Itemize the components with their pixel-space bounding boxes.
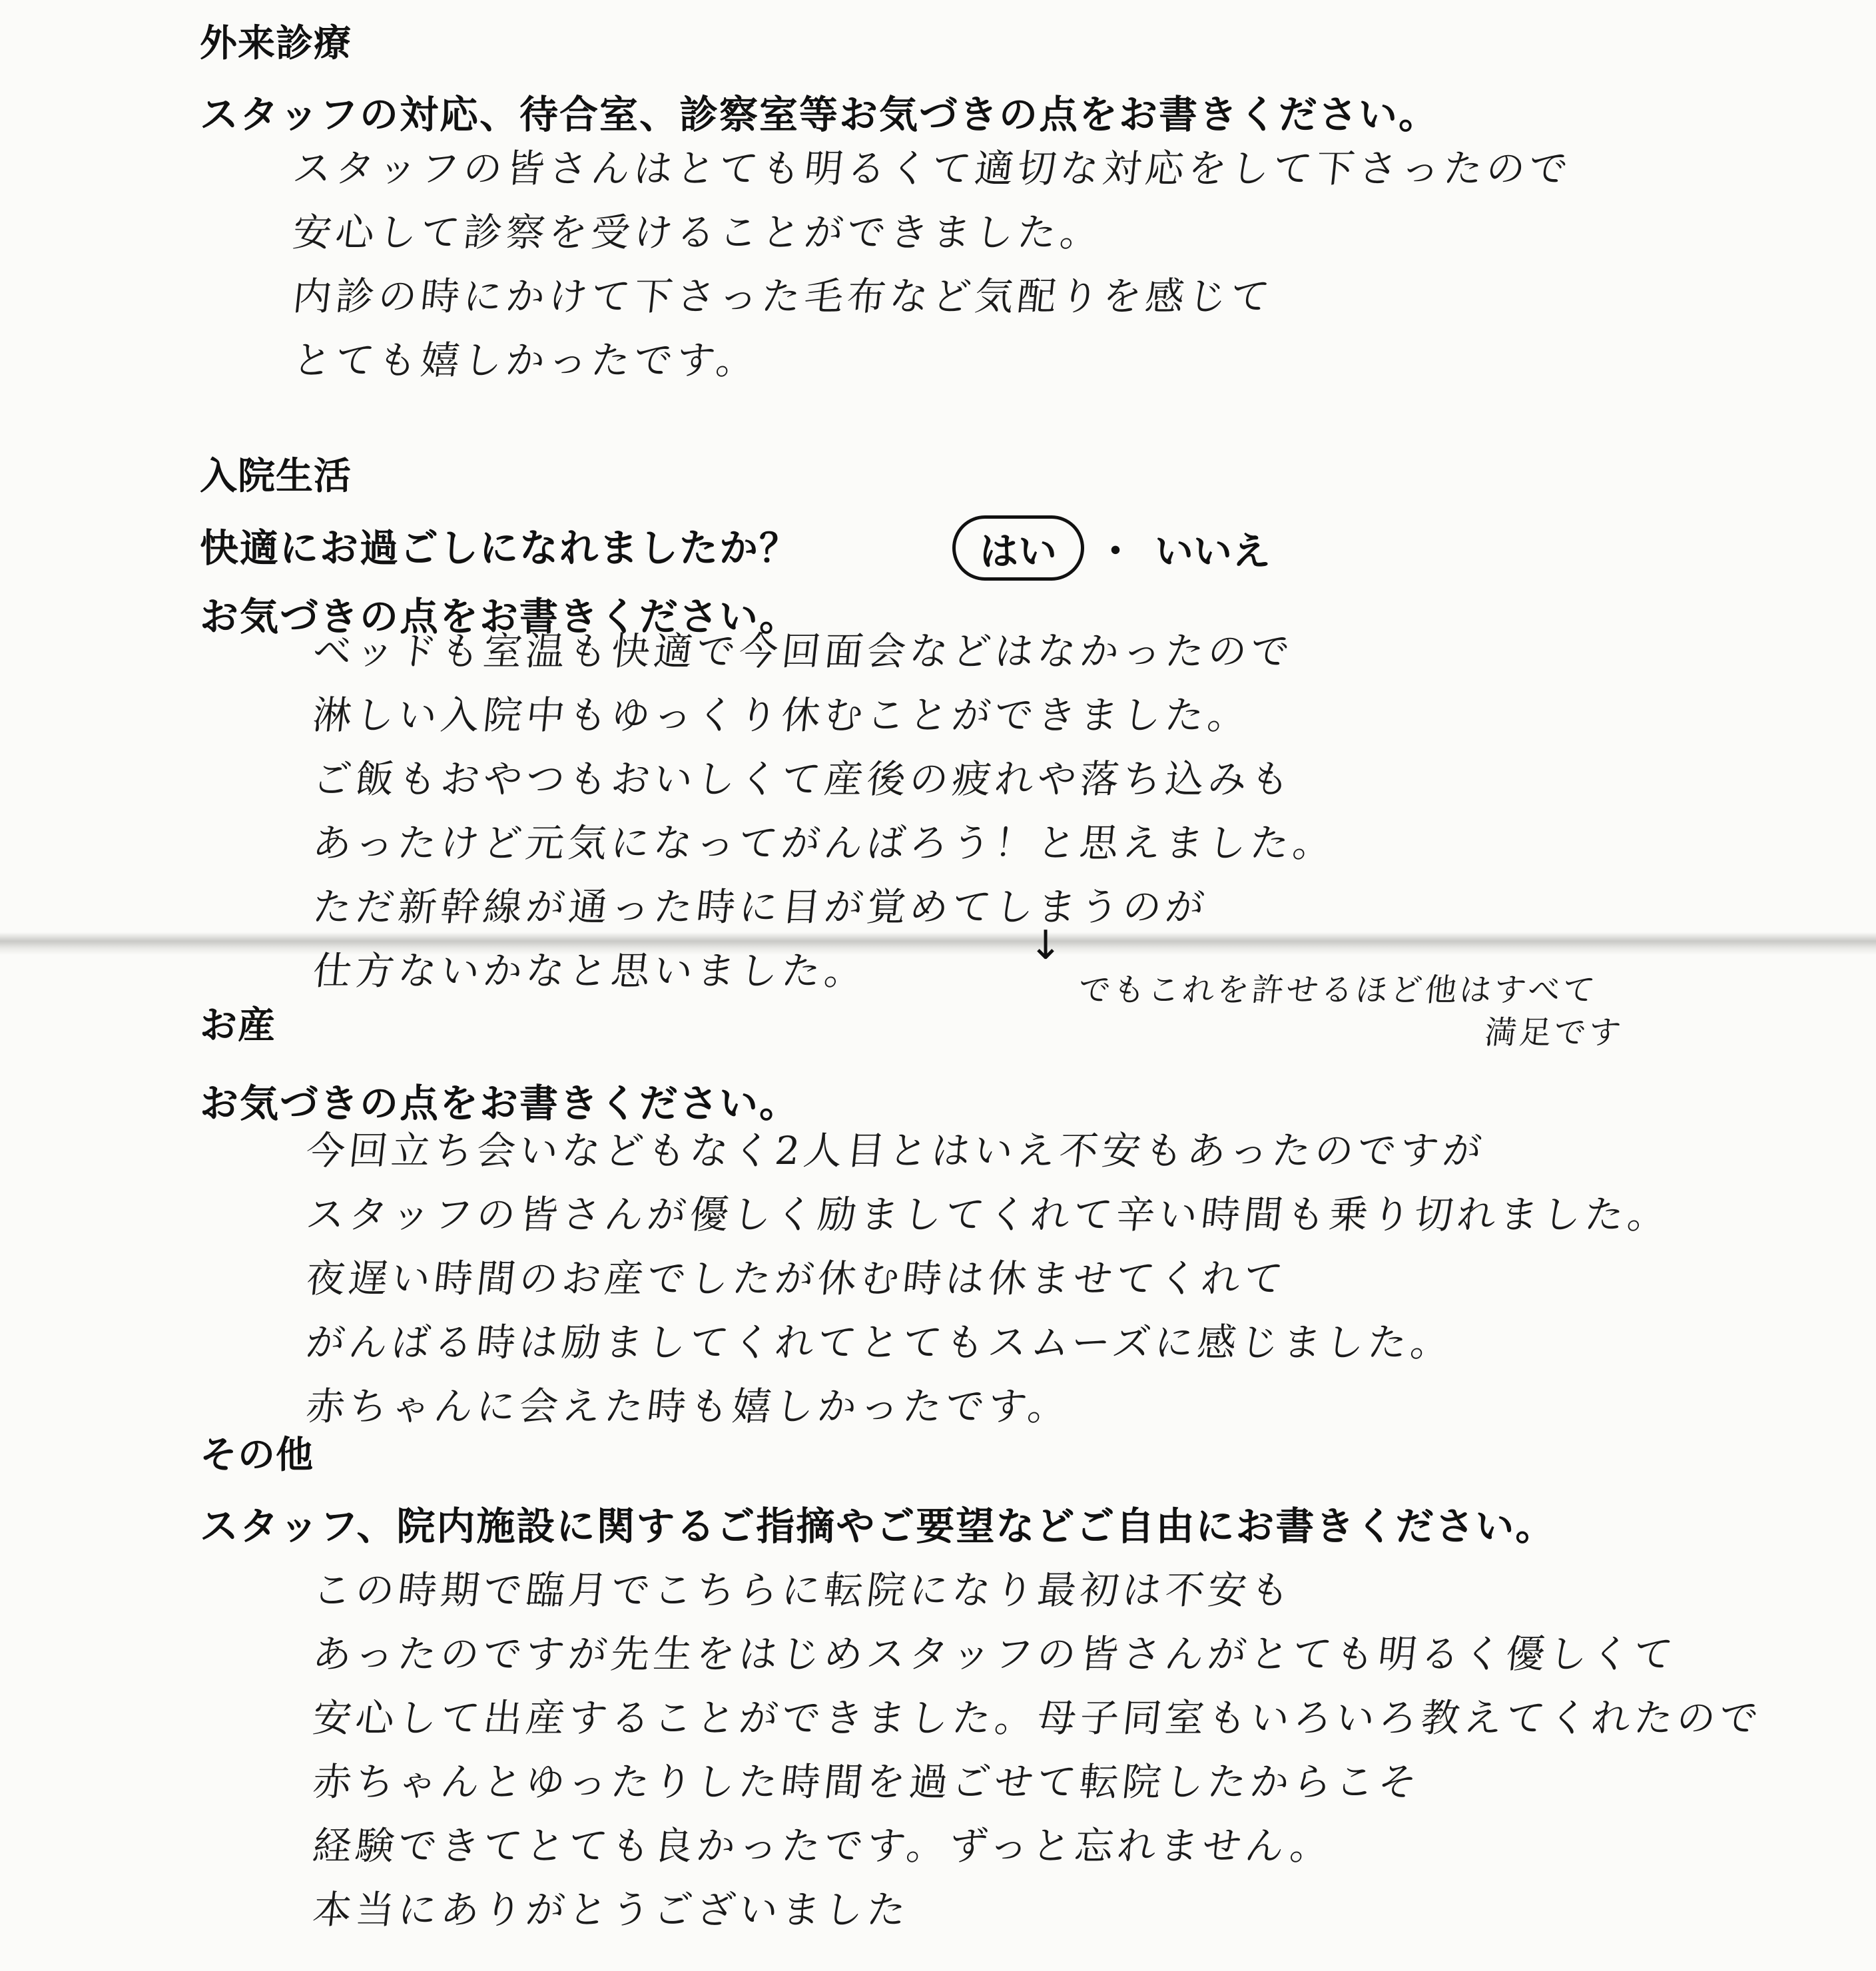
- answer-line: ベッドも室温も快適で今回面会などはなかったので: [310, 629, 1296, 674]
- answer-line: スタッフの皆さんが優しく励ましてくれて辛い時間も乗り切れました。: [304, 1192, 1673, 1237]
- delivery-section: [200, 1002, 1851, 1130]
- outpatient-section: [200, 20, 1851, 141]
- section-heading: 入院生活: [200, 455, 352, 498]
- answer-line: 内診の時にかけて下さった毛布など気配りを感じて: [290, 274, 1276, 319]
- section-prompt: スタッフ、院内施設に関するご指摘やご要望などご自由にお書きください。: [200, 1504, 1556, 1549]
- answer-line: ご飯もおやつもおいしくて産後の疲れや落ち込みも: [310, 756, 1296, 802]
- no-option: いいえ: [1155, 529, 1271, 574]
- section-heading: その他: [200, 1434, 314, 1477]
- section-prompt: お気づきの点をお書きください。: [200, 1081, 800, 1126]
- yes-option-circled: はい: [952, 515, 1084, 581]
- answer-line: 仕方ないかなと思いました。: [310, 948, 870, 993]
- answer-line: 赤ちゃんとゆったりした時間を過ごせて転院したからこそ: [310, 1759, 1424, 1805]
- answer-line: あったけど元気になってがんばろう！と思えました。: [310, 820, 1339, 866]
- inpatient-answer: [310, 619, 1339, 1003]
- side-note-line: 満足です: [1482, 1014, 1626, 1051]
- answer-line: 赤ちゃんに会えた時も嬉しかったです。: [304, 1384, 1073, 1429]
- inpatient-section: [200, 453, 1851, 643]
- yes-no-choice: [952, 515, 1271, 581]
- answer-line: 夜遅い時間のお産でしたが休む時は休ませてくれて: [304, 1256, 1289, 1301]
- down-arrow-icon: ↓: [1029, 922, 1063, 969]
- choice-separator: ・: [1096, 529, 1135, 574]
- answer-line: スタッフの皆さんはとても明るくて適切な対応をして下さったので: [290, 146, 1574, 191]
- answer-line: ただ新幹線が通った時に目が覚めてしまうのが: [310, 884, 1211, 930]
- answer-line: 本当にありがとうございました: [310, 1887, 912, 1932]
- delivery-answer: [304, 1119, 1673, 1438]
- comfort-question-row: [200, 515, 1851, 581]
- section-prompt: スタッフの対応、待合室、診察室等お気づきの点をお書きください。: [200, 92, 1439, 137]
- answer-line: この時期で臨月でこちらに転院になり最初は不安も: [310, 1567, 1296, 1613]
- answer-line: 淋しい入院中もゆっくり休むことができました。: [310, 693, 1253, 738]
- answer-line: 安心して診察を受けることができました。: [290, 210, 1105, 255]
- answer-line: 今回立ち会いなどもなく2人目とはいえ不安もあったのですが: [304, 1128, 1488, 1173]
- section-prompt: お気づきの点をお書きください。: [200, 594, 800, 639]
- answer-line: あったのですが先生をはじめスタッフの皆さんがとても明るく優しくて: [310, 1631, 1680, 1677]
- other-answer: [310, 1558, 1765, 1942]
- outpatient-answer: [290, 137, 1574, 392]
- section-heading: お産: [200, 1004, 276, 1047]
- answer-line: 経験できてとても良かったです。ずっと忘れません。: [310, 1823, 1335, 1868]
- other-section: [200, 1432, 1851, 1553]
- section-heading: 外来診療: [200, 22, 352, 65]
- comfort-question: 快適にお過ごしになれましたか？: [200, 525, 800, 571]
- side-note-line: でもこれを許せるほど他はすべて: [1076, 972, 1600, 1009]
- answer-line: がんばる時は励ましてくれてとてもスムーズに感じました。: [304, 1320, 1456, 1365]
- answer-line: 安心して出産することができました。母子同室もいろいろ教えてくれたので: [310, 1695, 1765, 1741]
- answer-line: とても嬉しかったです。: [290, 338, 761, 383]
